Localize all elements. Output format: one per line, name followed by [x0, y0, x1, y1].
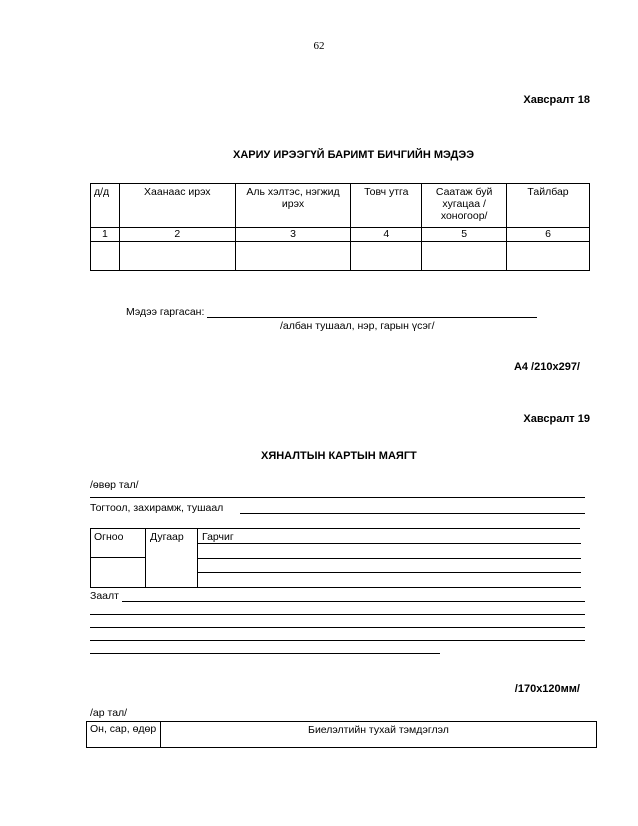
reporter-hint: /албан тушаал, нэр, гарын үсэг/ — [280, 320, 435, 332]
decision-label: Тогтоол, захирамж, тушаал — [90, 502, 224, 514]
paper-size-label: А4 /210х297/ — [513, 361, 580, 373]
table-number-row — [91, 228, 590, 242]
number-cell: 5 — [422, 228, 507, 242]
execution-notes-header: Биелэлтийн тухай тэмдэглэл — [160, 722, 596, 748]
reporter-signature-field[interactable] — [207, 317, 537, 318]
empty-cell[interactable] — [91, 242, 120, 271]
front-line[interactable] — [90, 497, 585, 498]
card-left-border — [90, 528, 91, 588]
card-grid — [90, 528, 585, 588]
appendix-19-label: Хавсралт 19 — [523, 413, 590, 425]
note-line[interactable] — [90, 614, 585, 615]
card-bottom-border — [90, 587, 581, 588]
table-header-row — [91, 184, 590, 228]
note-line[interactable] — [90, 653, 440, 654]
appendix-18-title: ХАРИУ ИРЭЭГҮЙ БАРИМТ БИЧГИЙН МЭДЭЭ — [233, 149, 475, 161]
execution-notes-table — [86, 721, 597, 748]
unanswered-documents-table — [90, 183, 590, 271]
appendix-19-title: ХЯНАЛТЫН КАРТЫН МАЯГТ — [261, 450, 417, 462]
header-cell: Аль хэлтэс, нэгжид ирэх — [235, 184, 351, 228]
card-size-label: /170х120мм/ — [514, 683, 580, 695]
empty-cell[interactable] — [422, 242, 507, 271]
number-cell: 4 — [351, 228, 422, 242]
back-side-label: /ар тал/ — [90, 707, 128, 719]
card-row-line — [197, 558, 581, 559]
card-row-line — [197, 572, 581, 573]
header-cell: Саатаж буй хугацаа /хоногоор/ — [422, 184, 507, 228]
note-field[interactable] — [122, 601, 585, 602]
page-number: 62 — [313, 40, 325, 52]
title-header: Гарчиг — [202, 531, 234, 543]
header-cell: Хаанаас ирэх — [119, 184, 235, 228]
date-header: Огноо — [94, 531, 124, 543]
reporter-label: Мэдээ гаргасан: — [126, 306, 205, 318]
front-side-label: /өвөр тал/ — [90, 479, 139, 491]
card-top-border — [90, 528, 580, 529]
number-cell: 3 — [235, 228, 351, 242]
number-cell: 1 — [91, 228, 120, 242]
card-row-line — [197, 543, 581, 544]
header-cell: д/д — [91, 184, 120, 228]
note-label: Заалт — [90, 590, 119, 602]
empty-cell[interactable] — [119, 242, 235, 271]
number-cell: 6 — [507, 228, 590, 242]
appendix-18-label: Хавсралт 18 — [523, 94, 590, 106]
decision-field[interactable] — [240, 513, 585, 514]
table-empty-row — [91, 242, 590, 271]
empty-cell[interactable] — [507, 242, 590, 271]
empty-cell[interactable] — [351, 242, 422, 271]
number-cell: 2 — [119, 228, 235, 242]
header-cell: Товч утга — [351, 184, 422, 228]
card-row-line — [90, 557, 145, 558]
back-header-row — [87, 722, 597, 748]
empty-cell[interactable] — [235, 242, 351, 271]
note-line[interactable] — [90, 627, 585, 628]
card-divider — [145, 528, 146, 588]
number-header: Дугаар — [150, 531, 184, 543]
date-column-header: Он, сар, өдөр — [87, 722, 161, 748]
header-cell: Тайлбар — [507, 184, 590, 228]
note-line[interactable] — [90, 640, 585, 641]
